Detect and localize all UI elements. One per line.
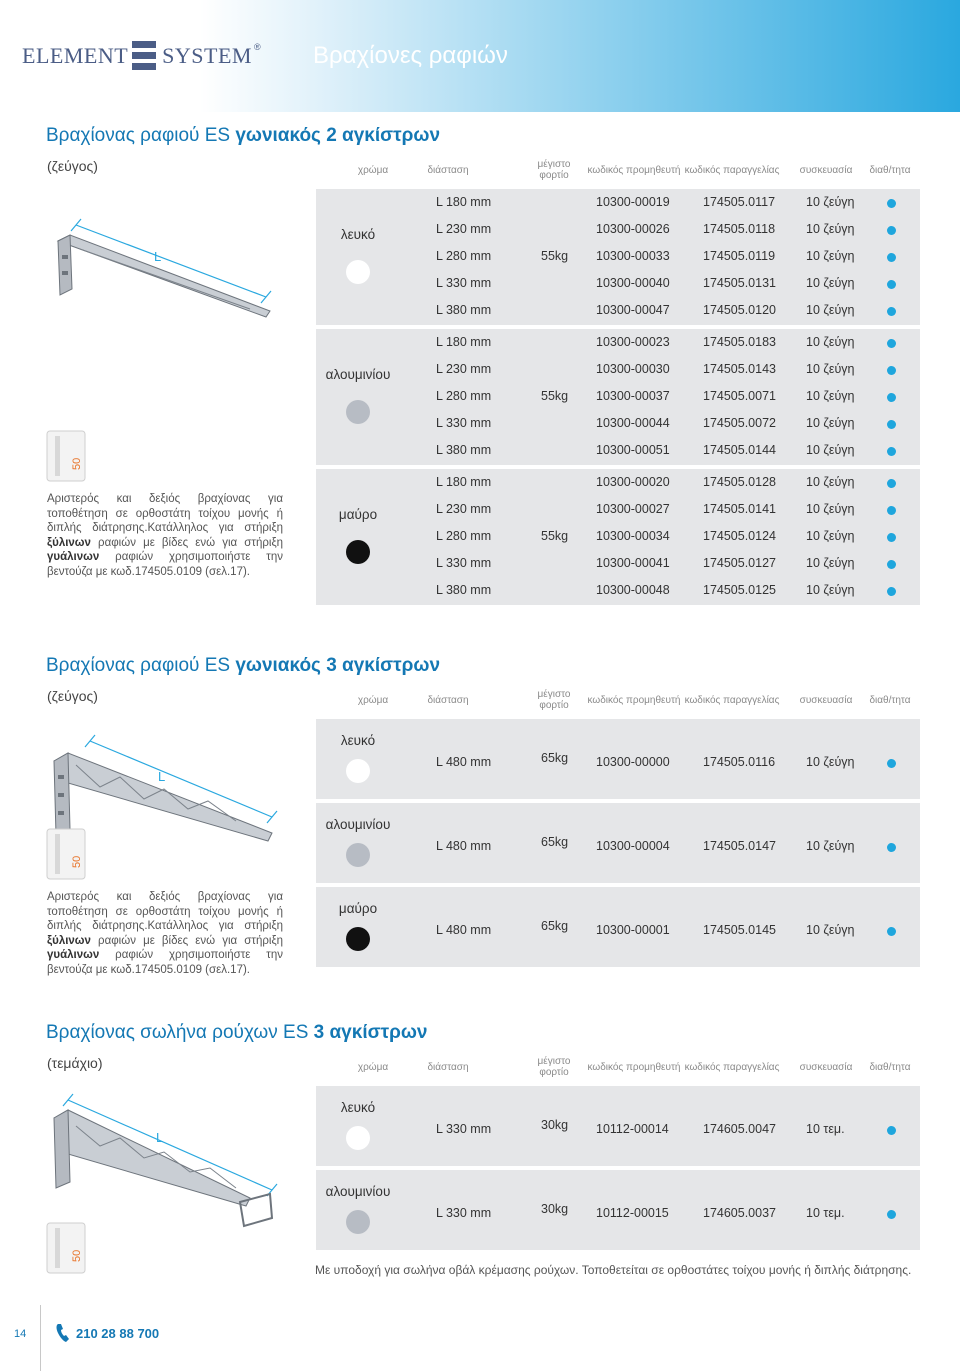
supplier-code: 10300-00030 xyxy=(596,361,670,376)
color-swatch-white xyxy=(346,759,370,783)
availability-dot xyxy=(887,479,896,488)
availability-dot xyxy=(887,339,896,348)
column-headers xyxy=(316,690,920,720)
column-headers xyxy=(316,1057,920,1087)
package: 10 ζεύγη xyxy=(806,361,855,376)
color-swatch-black xyxy=(346,927,370,951)
dimension: L 180 mm xyxy=(436,334,492,349)
phone-number: 210 28 88 700 xyxy=(76,1326,160,1341)
color-name: αλουμινίου xyxy=(325,1184,391,1199)
supplier-code: 10300-00004 xyxy=(596,839,670,853)
availability-dot xyxy=(887,366,896,375)
color-swatch-white xyxy=(346,260,370,284)
package: 10 ζεύγη xyxy=(806,276,855,291)
column-header: χρώμα xyxy=(357,695,389,706)
max-load: 65kg xyxy=(541,751,569,765)
color-swatch-white xyxy=(346,1126,370,1150)
order-code: 174505.0116 xyxy=(703,755,776,769)
brand-logo-left: ELEMENT xyxy=(22,43,129,68)
column-header: μέγιστο φορτίο xyxy=(537,1056,571,1078)
description-text: Αριστερός και δεξιός βραχίονας για τοποθέτηση σε ορθοστάτη τοίχου μονής ή διπλής διάτρησης.Κατάλληλος για στήριξη xyxy=(47,493,283,534)
group-separator xyxy=(316,465,920,469)
brand-logo xyxy=(22,36,261,76)
availability-dot xyxy=(887,533,896,542)
description-text: ραφιών με βίδες ενώ για στήριξη xyxy=(90,934,283,947)
order-code: 174505.0131 xyxy=(703,276,776,291)
order-code: 174505.0128 xyxy=(703,474,776,489)
availability-dot xyxy=(887,1126,896,1135)
description-text: ραφιών χρησιμοποιήστε την βεντούζα με κωδ.174505.0109 (σελ.17). xyxy=(47,949,283,976)
dimension: L 280 mm xyxy=(436,389,492,403)
section-unit-label: (ζεύγος) xyxy=(47,158,98,174)
availability-dot xyxy=(887,560,896,569)
column-header: διαθ/τητα xyxy=(869,695,911,706)
supplier-code: 10300-00047 xyxy=(596,303,670,318)
package: 10 ζεύγη xyxy=(806,474,855,489)
supplier-code: 10300-00037 xyxy=(596,389,670,403)
availability-dot xyxy=(887,307,896,316)
availability-dot xyxy=(887,226,896,235)
group-separator xyxy=(316,883,920,887)
column-header: κωδικός προμηθευτή xyxy=(587,1062,681,1073)
page-number: 14 xyxy=(14,1328,27,1340)
order-code: 174605.0037 xyxy=(703,1206,776,1220)
section-note: Με υποδοχή για σωλήνα οβάλ κρέμασης ρούχων. Τοποθετείται σε ορθοστάτες τοίχου μονής ή διπλής διάτρησης. xyxy=(315,1263,912,1277)
dimension: L 330 mm xyxy=(436,1122,492,1136)
dimension: L 480 mm xyxy=(436,839,492,853)
bracket-2-hook-image xyxy=(40,205,280,325)
section-title-bold: 3 αγκίστρων xyxy=(313,1022,428,1043)
availability-dot xyxy=(887,506,896,515)
package: 10 ζεύγη xyxy=(806,501,855,516)
order-code: 174505.0125 xyxy=(703,583,776,598)
brand-registered-mark: ® xyxy=(253,42,261,52)
color-swatch-alu xyxy=(346,400,370,424)
gauge-label: 50 xyxy=(71,457,83,470)
availability-dot xyxy=(887,843,896,852)
supplier-code: 10300-00048 xyxy=(596,583,670,598)
gauge-50-icon xyxy=(46,430,86,482)
max-load: 55kg xyxy=(541,529,569,543)
spec-table-section-1 xyxy=(316,189,920,605)
supplier-code: 10300-00034 xyxy=(596,529,670,543)
supplier-code: 10300-00001 xyxy=(596,923,670,937)
color-name: λευκό xyxy=(340,733,376,748)
order-code: 174505.0144 xyxy=(703,443,776,458)
column-header: χρώμα xyxy=(357,1062,389,1073)
dimension: L 380 mm xyxy=(436,303,492,318)
supplier-code: 10300-00033 xyxy=(596,249,670,263)
color-name: μαύρο xyxy=(338,901,378,916)
column-header: χρώμα xyxy=(357,165,389,176)
column-header: μέγιστο φορτίο xyxy=(537,689,571,711)
package: 10 ζεύγη xyxy=(806,249,855,263)
order-code: 174505.0183 xyxy=(703,334,776,349)
supplier-code: 10112-00014 xyxy=(596,1122,669,1136)
max-load: 55kg xyxy=(541,249,569,263)
section-description xyxy=(47,492,283,579)
column-header: κωδικός παραγγελίας xyxy=(684,695,780,706)
column-header: διάσταση xyxy=(427,1062,469,1073)
availability-dot xyxy=(887,199,896,208)
dimension: L 330 mm xyxy=(436,416,492,431)
max-load: 30kg xyxy=(541,1118,569,1132)
order-code: 174505.0141 xyxy=(703,501,776,516)
order-code: 174505.0120 xyxy=(703,303,776,318)
package: 10 ζεύγη xyxy=(806,443,855,458)
max-load: 65kg xyxy=(541,919,569,933)
dimension: L 330 mm xyxy=(436,276,492,291)
group-separator xyxy=(316,799,920,803)
dimension: L 480 mm xyxy=(436,923,492,937)
order-code: 174505.0143 xyxy=(703,361,776,376)
column-header: συσκευασία xyxy=(799,1062,853,1073)
availability-dot xyxy=(887,759,896,768)
color-swatch-alu xyxy=(346,1210,370,1234)
availability-dot xyxy=(887,420,896,429)
page-header xyxy=(0,0,960,112)
order-code: 174505.0127 xyxy=(703,556,776,571)
supplier-code: 10300-00020 xyxy=(596,474,670,489)
dimension: L 180 mm xyxy=(436,194,492,209)
package: 10 ζεύγη xyxy=(806,529,855,543)
column-header: κωδικός παραγγελίας xyxy=(684,165,780,176)
dimension: L 480 mm xyxy=(436,755,492,769)
section-title-plain: Βραχίονας ραφιού ES xyxy=(46,655,236,676)
supplier-code: 10300-00026 xyxy=(596,221,670,236)
availability-dot xyxy=(887,587,896,596)
order-code: 174505.0117 xyxy=(703,194,776,209)
footer-divider xyxy=(40,1305,41,1371)
package: 10 ζεύγη xyxy=(806,839,855,853)
dimension: L 280 mm xyxy=(436,249,492,263)
package: 10 ζεύγη xyxy=(806,416,855,431)
phone-icon xyxy=(55,1323,71,1343)
package: 10 τεμ. xyxy=(806,1122,845,1136)
dimension: L 230 mm xyxy=(436,501,492,516)
column-header: κωδικός προμηθευτή xyxy=(587,165,681,176)
column-header: διάσταση xyxy=(427,695,469,706)
package: 10 ζεύγη xyxy=(806,389,855,403)
availability-dot xyxy=(887,253,896,262)
package: 10 ζεύγη xyxy=(806,923,855,937)
column-header: διάσταση xyxy=(427,165,469,176)
supplier-code: 10112-00015 xyxy=(596,1206,669,1220)
section-unit-label: (τεμάχιο) xyxy=(47,1055,103,1071)
section-title-bold: γωνιακός 2 αγκίστρων xyxy=(235,125,441,146)
dimension: L 230 mm xyxy=(436,221,492,236)
color-swatch-black xyxy=(346,540,370,564)
order-code: 174505.0118 xyxy=(703,221,776,236)
group-separator xyxy=(316,1166,920,1170)
package: 10 ζεύγη xyxy=(806,334,855,349)
availability-dot xyxy=(887,280,896,289)
page-title: Βραχίονες ραφιών xyxy=(313,42,508,69)
order-code: 174505.0124 xyxy=(703,529,776,543)
supplier-code: 10300-00051 xyxy=(596,443,670,458)
description-text: ραφιών με βίδες ενώ για στήριξη xyxy=(90,536,283,549)
section-title-bold: γωνιακός 3 αγκίστρων xyxy=(235,655,441,676)
order-code: 174505.0147 xyxy=(703,839,776,853)
max-load: 30kg xyxy=(541,1202,569,1216)
column-header: συσκευασία xyxy=(799,165,853,176)
section-title-2-hook-bracket xyxy=(46,125,440,147)
package: 10 ζεύγη xyxy=(806,583,855,598)
order-code: 174505.0145 xyxy=(703,923,776,937)
column-header: μέγιστο φορτίο xyxy=(537,159,571,181)
column-headers xyxy=(316,160,920,190)
color-name: αλουμινίου xyxy=(325,817,391,832)
package: 10 ζεύγη xyxy=(806,755,855,769)
section-title-3-hook-bracket xyxy=(46,655,440,677)
column-header: διαθ/τητα xyxy=(869,1062,911,1073)
dimension-label: L xyxy=(158,769,166,784)
description-text: ραφιών χρησιμοποιήστε την βεντούζα με κωδ.174505.0109 (σελ.17). xyxy=(47,551,283,578)
dimension: L 380 mm xyxy=(436,583,492,598)
dimension: L 330 mm xyxy=(436,556,492,571)
dimension-label: L xyxy=(156,1130,164,1145)
description-bold-glass: γυάλινων xyxy=(47,949,100,961)
gauge-label: 50 xyxy=(71,1249,83,1262)
section-title-plain: Βραχίονας ραφιού ES xyxy=(46,125,236,146)
max-load: 55kg xyxy=(541,389,569,403)
package: 10 ζεύγη xyxy=(806,303,855,318)
availability-dot xyxy=(887,1210,896,1219)
column-header: συσκευασία xyxy=(799,695,853,706)
gauge-50-icon xyxy=(46,828,86,880)
package: 10 ζεύγη xyxy=(806,221,855,236)
max-load: 65kg xyxy=(541,835,569,849)
supplier-code: 10300-00027 xyxy=(596,501,670,516)
supplier-code: 10300-00019 xyxy=(596,194,670,209)
availability-dot xyxy=(887,393,896,402)
color-name: μαύρο xyxy=(338,507,378,523)
dimension: L 230 mm xyxy=(436,361,492,376)
dimension: L 280 mm xyxy=(436,529,492,543)
color-swatch-alu xyxy=(346,843,370,867)
section-title-plain: Βραχίονας σωλήνα ρούχων ES xyxy=(46,1022,314,1043)
color-name: λευκό xyxy=(340,1100,376,1115)
color-name: αλουμινίου xyxy=(325,367,391,383)
order-code: 174505.0072 xyxy=(703,416,776,431)
order-code: 174505.0071 xyxy=(703,389,776,403)
package: 10 ζεύγη xyxy=(806,556,855,571)
color-name: λευκό xyxy=(340,227,376,243)
description-bold-glass: γυάλινων xyxy=(47,551,100,563)
brand-logo-mark-icon xyxy=(130,38,160,74)
supplier-code: 10300-00041 xyxy=(596,556,670,571)
description-bold-wood: ξύλινων xyxy=(47,536,91,549)
group-separator xyxy=(316,325,920,329)
package: 10 ζεύγη xyxy=(806,194,855,209)
supplier-code: 10300-00000 xyxy=(596,755,670,769)
dimension: L 380 mm xyxy=(436,443,492,458)
section-description xyxy=(47,890,283,977)
supplier-code: 10300-00040 xyxy=(596,276,670,291)
gauge-label: 50 xyxy=(71,855,83,868)
column-header: κωδικός παραγγελίας xyxy=(684,1062,780,1073)
availability-dot xyxy=(887,447,896,456)
order-code: 174605.0047 xyxy=(703,1122,776,1136)
section-unit-label: (ζεύγος) xyxy=(47,688,98,704)
supplier-code: 10300-00044 xyxy=(596,416,670,431)
column-header: διαθ/τητα xyxy=(869,165,911,176)
gauge-50-icon xyxy=(46,1222,86,1274)
supplier-code: 10300-00023 xyxy=(596,334,670,349)
order-code: 174505.0119 xyxy=(703,249,776,263)
section-title-clothes-rail-bracket xyxy=(46,1022,427,1044)
spec-table-section-2 xyxy=(316,719,920,967)
availability-dot xyxy=(887,927,896,936)
dimension-label: L xyxy=(154,249,162,264)
description-bold-wood: ξύλινων xyxy=(47,934,91,947)
clothes-rail-bracket-image xyxy=(40,1090,280,1230)
bracket-3-hook-image xyxy=(40,725,280,845)
dimension: L 180 mm xyxy=(436,474,492,489)
spec-table-section-3 xyxy=(316,1086,920,1250)
package: 10 τεμ. xyxy=(806,1206,845,1220)
brand-logo-right: SYSTEM xyxy=(162,43,252,68)
description-text: Αριστερός και δεξιός βραχίονας για τοποθέτηση σε ορθοστάτη τοίχου μονής ή διπλής διάτρησης.Κατάλληλος για στήριξη xyxy=(47,891,283,932)
column-header: κωδικός προμηθευτή xyxy=(587,695,681,706)
dimension: L 330 mm xyxy=(436,1206,492,1220)
